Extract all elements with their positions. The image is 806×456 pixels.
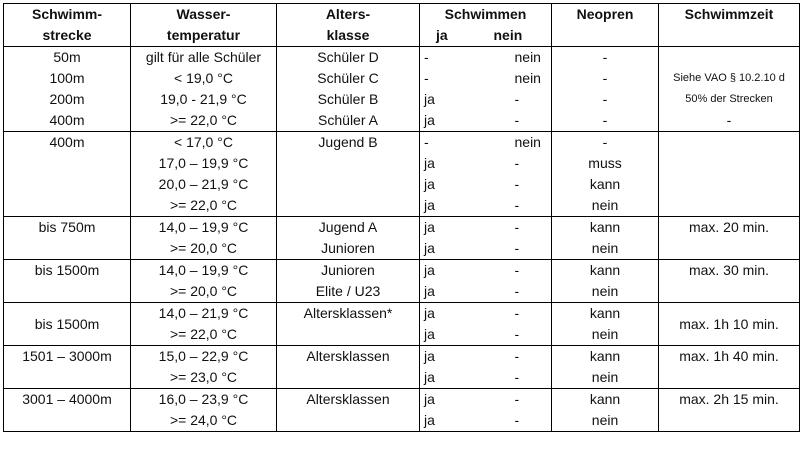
cell-neopren: kann nein bbox=[552, 389, 659, 432]
cell-wasser: 16,0 – 23,9 °C >= 24,0 °C bbox=[131, 389, 277, 432]
cell-neopren: kann nein bbox=[552, 346, 659, 389]
cell-zeit: max. 1h 10 min. bbox=[659, 303, 800, 346]
cell-alter: Jugend B bbox=[277, 132, 420, 217]
cell-zeit: Siehe VAO § 10.2.10 d 50% der Strecken - bbox=[659, 47, 800, 132]
header-schwimmen: Schwimmen ja nein bbox=[420, 4, 552, 47]
cell-ja: - - ja ja bbox=[420, 47, 483, 132]
cell-ja: - ja ja ja bbox=[420, 132, 483, 217]
cell-wasser: gilt für alle Schüler < 19,0 °C 19,0 - 21,9 °C >= 22,0 °C bbox=[131, 47, 277, 132]
table-row bbox=[4, 47, 800, 132]
cell-alter: Altersklassen* bbox=[277, 303, 420, 346]
header-strecke: Schwimm- strecke bbox=[4, 4, 131, 47]
cell-ja: ja ja bbox=[420, 217, 483, 260]
cell-strecke: 3001 – 4000m bbox=[4, 389, 131, 432]
cell-alter: Junioren Elite / U23 bbox=[277, 260, 420, 303]
cell-neopren: - - - - bbox=[552, 47, 659, 132]
cell-nein: - - bbox=[483, 260, 552, 303]
cell-ja: ja ja bbox=[420, 346, 483, 389]
cell-neopren: kann nein bbox=[552, 260, 659, 303]
cell-wasser: 15,0 – 22,9 °C >= 23,0 °C bbox=[131, 346, 277, 389]
cell-wasser: 14,0 – 19,9 °C >= 20,0 °C bbox=[131, 260, 277, 303]
cell-zeit: max. 30 min. bbox=[659, 260, 800, 303]
cell-wasser: 14,0 – 21,9 °C >= 22,0 °C bbox=[131, 303, 277, 346]
cell-strecke: 1501 – 3000m bbox=[4, 346, 131, 389]
cell-neopren: - muss kann nein bbox=[552, 132, 659, 217]
cell-nein: nein nein - - bbox=[483, 47, 552, 132]
cell-neopren: kann nein bbox=[552, 217, 659, 260]
cell-neopren: kann nein bbox=[552, 303, 659, 346]
header-schwimmzeit: Schwimmzeit bbox=[659, 4, 800, 47]
cell-nein: - - bbox=[483, 217, 552, 260]
cell-nein: nein - - - bbox=[483, 132, 552, 217]
table-row bbox=[4, 346, 800, 389]
header-ja: ja bbox=[436, 27, 448, 43]
cell-alter: Schüler D Schüler C Schüler B Schüler A bbox=[277, 47, 420, 132]
cell-zeit: max. 20 min. bbox=[659, 217, 800, 260]
cell-nein: - - bbox=[483, 303, 552, 346]
cell-wasser: 14,0 – 19,9 °C >= 20,0 °C bbox=[131, 217, 277, 260]
header-alter: Alters- klasse bbox=[277, 4, 420, 47]
swim-rules-table bbox=[3, 3, 800, 432]
header-row bbox=[4, 4, 800, 47]
cell-zeit: max. 1h 40 min. bbox=[659, 346, 800, 389]
cell-alter: Altersklassen bbox=[277, 389, 420, 432]
table-row bbox=[4, 217, 800, 260]
header-neopren: Neopren bbox=[552, 4, 659, 47]
cell-strecke: 50m 100m 200m 400m bbox=[4, 47, 131, 132]
cell-ja: ja ja bbox=[420, 389, 483, 432]
cell-ja: ja ja bbox=[420, 260, 483, 303]
table-row bbox=[4, 303, 800, 346]
cell-alter: Jugend A Junioren bbox=[277, 217, 420, 260]
cell-zeit bbox=[659, 132, 800, 217]
cell-nein: - - bbox=[483, 389, 552, 432]
cell-nein: - - bbox=[483, 346, 552, 389]
cell-ja: ja ja bbox=[420, 303, 483, 346]
cell-strecke: bis 1500m bbox=[4, 303, 131, 346]
cell-strecke: bis 750m bbox=[4, 217, 131, 260]
cell-zeit: max. 2h 15 min. bbox=[659, 389, 800, 432]
table-row bbox=[4, 132, 800, 217]
cell-strecke: bis 1500m bbox=[4, 260, 131, 303]
cell-strecke: 400m bbox=[4, 132, 131, 217]
cell-alter: Altersklassen bbox=[277, 346, 420, 389]
table-row bbox=[4, 260, 800, 303]
table-row bbox=[4, 389, 800, 432]
cell-wasser: < 17,0 °C 17,0 – 19,9 °C 20,0 – 21,9 °C >= 22,0 °C bbox=[131, 132, 277, 217]
header-nein: nein bbox=[493, 27, 523, 43]
header-wasser: Wasser- temperatur bbox=[131, 4, 277, 47]
